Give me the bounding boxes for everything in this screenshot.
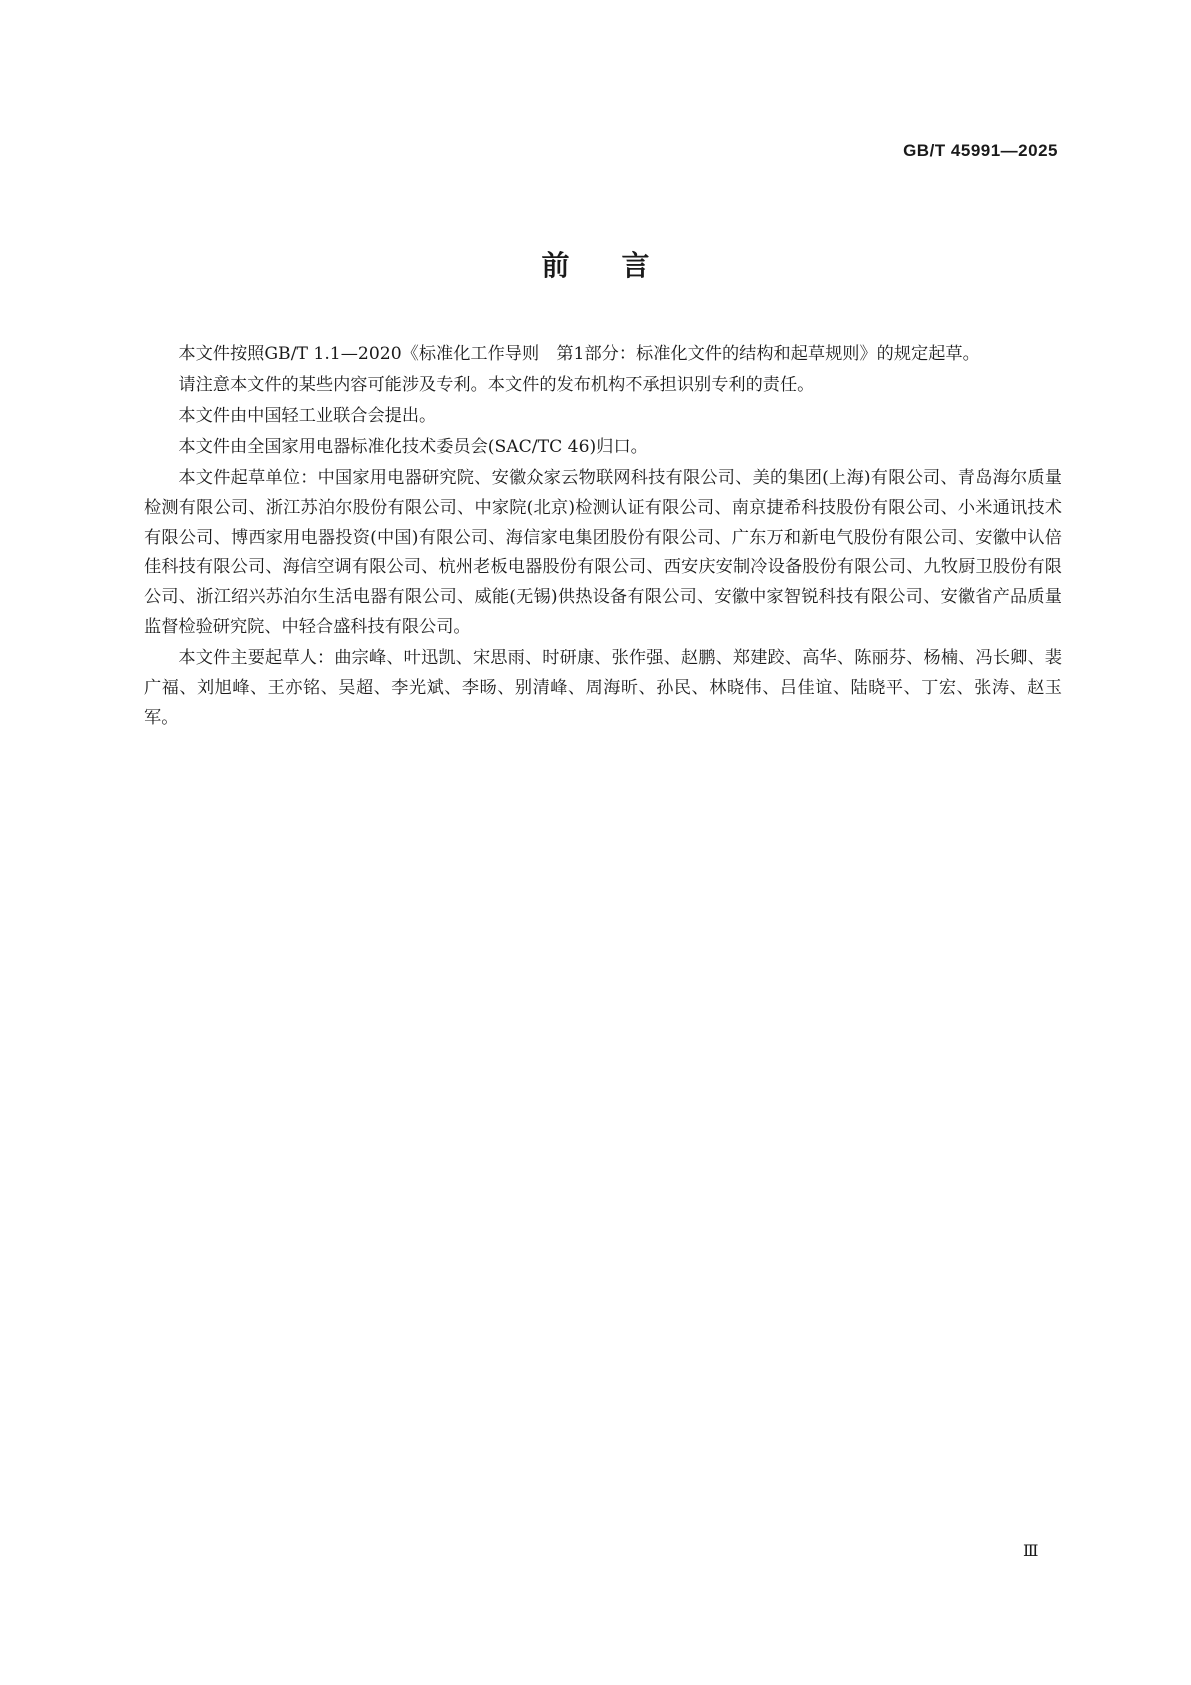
paragraph-drafting-rules: 本文件按照GB/T 1.1—2020《标准化工作导则 第1部分：标准化文件的结构和起草规则》的规定起草。 bbox=[178, 344, 980, 364]
paragraph-patent-notice: 请注意本文件的某些内容可能涉及专利。本文件的发布机构不承担识别专利的责任。 bbox=[178, 374, 815, 395]
standard-number: GB/T 45991—2025 bbox=[903, 141, 1058, 160]
page-number: Ⅲ bbox=[1023, 1541, 1039, 1560]
document-body bbox=[144, 340, 1062, 734]
paragraph-drafting-units: 本文件起草单位：中国家用电器研究院、安徽众家云物联网科技有限公司、美的集团(上海)有限公司、青岛海尔质量检测有限公司、浙江苏泊尔股份有限公司、中家院(北京)检测认证有限公司、南京捷希科技股份有限公司、小米通讯技术有限公司、博西家用电器投资(中国)有限公司、海信家电集团股份有限公司、广东万和新电气股份有限公司、安徽中认倍佳科技有限公司、海信空调有限公司、杭州老板电器股份有限公司、西安庆安制冷设备股份有限公司、九牧厨卫股份有限公司、浙江绍兴苏泊尔生活电器有限公司、威能(无锡)供热设备有限公司、安徽中家智锐科技有限公司、安徽省产品质量监督检验研究院、中轻合盛科技有限公司。 bbox=[144, 467, 1062, 637]
paragraph-proposer: 本文件由中国轻工业联合会提出。 bbox=[178, 405, 437, 426]
paragraph-drafters: 本文件主要起草人：曲宗峰、叶迅凯、宋思雨、时研康、张作强、赵鹏、郑建跤、高华、陈丽芬、杨楠、冯长卿、裴广福、刘旭峰、王亦铭、吴超、李光斌、李旸、别清峰、周海昕、孙民、林晓伟、吕佳谊、陆晓平、丁宏、张涛、赵玉军。 bbox=[144, 647, 1062, 728]
paragraph-jurisdiction: 本文件由全国家用电器标准化技术委员会(SAC/TC 46)归口。 bbox=[178, 436, 648, 457]
page-title: 前言 bbox=[541, 249, 702, 282]
